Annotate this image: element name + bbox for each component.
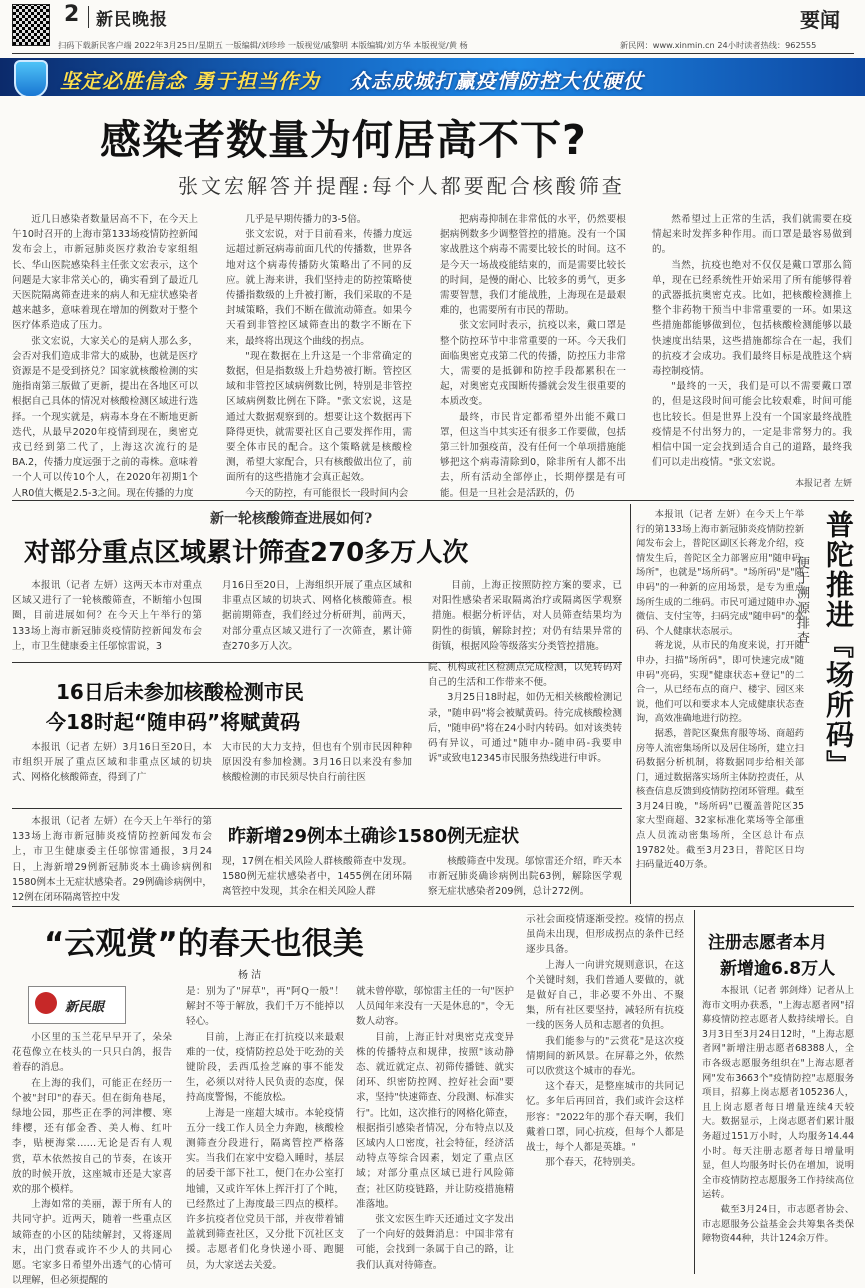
banner-slogan-part2: 众志成城打赢疫情防控大仗硬仗 [349, 69, 644, 93]
feature-paragraph: 我们能参与的"云赏花"是这次疫情期间的新风景。在屏幕之外，依然可以欣赏这个城市的春光。 [526, 1035, 684, 1078]
campaign-banner [0, 58, 865, 96]
feature-paragraph: 上海是一座超大城市。本轮疫情五分一线工作人员全力奔跑，核酸检测筛查分段进行，隔离管控严格落实。当我们在家中安稳入睡时，基层的居委干部下社工，便门在办公室打地铺，又或许军休上挥汗打了个盹，已经熬过了上海度最三四点的模样。许多抗疫者位党员干部，并夜带着铺盖就到筛查社区，又分批下沉社区支援。志愿者们化身快递小哥、跑腿员，为大家送去关爱。 [186, 1107, 344, 1271]
sidebar2-paragraph: 截至3月24日，市志愿者协会、市志愿服务公益基金会共筹集各类保障物资44种，共计124余万件。 [702, 1203, 854, 1245]
story3-paragraph: 3月25日18时起，如仍无相关核酸检测记录，"随申码"将会被赋黄码。待完成核酸检测后，"随申码"将在24小时内转码。如对该类转码有异议，可通过"随申办-随申码-我要申诉"或致电12345市民服务热线进行申诉。 [428, 692, 622, 765]
feature-paragraph: 这个春天，是整座城市的共同记忆。多年后再回首，我们或许会这样形容："2022年的那个春天啊，我们戴着口罩，同心抗疫，但每个人都是战士，每个人都是英雄。" [526, 1081, 684, 1154]
feature-headline: “云观赏”的春天也很美 [44, 926, 364, 962]
section-title: 要闻 [800, 8, 840, 32]
feature-paragraph: 上海如常的美丽，源于所有人的共同守护。近两天，随着一些重点区域筛查的小区的陆续解封，又将逐周末，出门赏春或许不少人的共同心愿。宅家多日希望外出透气的心情可以理解，但必须提醒的 [12, 1199, 172, 1287]
lead-paragraph: 张文宏同时表示，抗疫以来，戴口罩是整个防控环节中非常重要的一环。今天我们面临奥密克戎第二代的传播，防控压力非常大，需要的是抵御和防控手段都累积在一起，对奥密克戎围断传播就会发生很重要的本质改变。 [440, 320, 626, 408]
lead-paragraph: 把病毒抑制在非常低的水平，仍然要根据病例数多少调整管控的措施。没有一个国家战胜这个病毒不需要比较长的时间。这不是今天一场战疫能结束的，而是需要比较长的时间，是慢的耐心、比较多的勇气，更多需要智慧，我们才能战胜，上海现在是最艰难的，也需要所有市民的帮助。 [440, 214, 626, 317]
lead-column-1 [12, 212, 198, 499]
page-number: 2 [64, 2, 80, 27]
story2-headline: 对部分重点区域累计筛查270多万人次 [24, 538, 469, 568]
lead-paragraph: 最终，市民肯定都希望外出能不戴口罩，但这当中其实还有很多工作要做，包括第三针加强疫苗，没有任何一个单项措施能够把这个病毒清除到0，除非所有人都不出去，所有活动全部停止，长期停摆是有可能。但是一旦社会是活跃的，仍 [440, 411, 626, 499]
feature-paragraph: 目前，上海正在打抗疫以来最艰难的一仗，疫情防控总处于吃劲的关键阶段，丢西瓜捡芝麻的事不能发生，必须以对待人民负责的态度，保持高度警惕，不能放松。 [186, 1031, 344, 1104]
sidebar2-headline-line2: 新增逾6.8万人 [720, 959, 836, 979]
feature-paragraph: 就未曾停歇，邬惊雷主任的一句"医护人员闻年来没有一天是休息的"，令无数人动容。 [356, 986, 514, 1028]
lead-column-4 [652, 212, 852, 476]
story3-headline-line1: 16日后未参加核酸检测市民 [56, 680, 304, 704]
sidebar2-headline-line1: 注册志愿者本月 [708, 933, 827, 953]
lead-column-3 [440, 212, 626, 499]
story4-column-3 [428, 854, 622, 900]
sidebar2-paragraph: 本报讯（记者 郭剑烽）记者从上海市文明办获悉，"上海志愿者网"招募疫情防控志愿者人数持续增长。自3月3日至3月24日12时，"上海志愿者网"新增注册志愿者68388人，全市各级志愿服务组织在"上海志愿者网"发布3663个"疫情防控"志愿服务项目，招募上岗志愿者105236人，且上岗志愿者每日增量连续4天较大。数据显示，上岗志愿者们累计服务超过151万小时，人均服务14.44小时。每天注册志愿者每日增量明显，但人均服务时长仍在增加，说明全市疫情防控志愿服务工作持续高位运转。 [702, 985, 854, 1201]
feature-author: 杨 洁 [238, 970, 262, 981]
story2-paragraph: 目前，上海正按照防控方案的要求，已对阳性感染者采取隔离治疗或隔离医学观察措施。根据分析评估，对人员筛查结果均为阴性的街镇，解除封控；对仍有结果异常的街镇，根据风险等级落实分类管控措施。 [432, 580, 622, 652]
header-meta-right: 新民网：www.xinmin.cn 24小时读者热线：962555 [620, 40, 817, 50]
sidebar1-paragraph: 蒋龙说，从市民的角度来说，打开随申办，扫描"场所码"，即可快速完成"随申码"亮码，实现"健康状态+登记"的二合一，从已经布点的商户、楼宇、园区来说，他们可以和要求本人完成健康状态查询，高效准确地进行防控。 [636, 640, 804, 725]
feature-column-2 [186, 984, 344, 1274]
feature-paragraph: 示社会面疫情逐渐受控。疫情的拐点虽尚未出现，但形成拐点的条件已经逐步具备。 [526, 914, 684, 956]
story2-column-3 [432, 578, 622, 654]
story4-column-2 [222, 854, 412, 900]
lead-subheadline: 张文宏解答并提醒:每个人都要配合核酸筛查 [178, 174, 625, 198]
sidebar1-subtitle: 便于溯源排查 [794, 556, 809, 646]
story3-column-1 [12, 740, 212, 804]
story3-column-3 [428, 660, 622, 800]
lead-paragraph: 张文宏说，对于目前看来，传播力度远远超过新冠病毒前面几代的传播数，世界各地对这个病毒传播防火策略出了不同的反应。就上海来讲，我们坚持走的防控策略使传播指数级的上升被打断，我们采取的不是封城策略，我们不断在做流动筛查。如果今天看到非管控区域筛查出的数字不断在下来，最终将出现这个曲线的拐点。 [226, 229, 412, 347]
lead-paragraph: 张文宏说，大家关心的是病人那么多，会否对我们造成非常大的威胁，也就是医疗资源是不是受到挤兑？国家就核酸检测的实施指南第三版做了更新，提出在各地区可以根据自己具体的情况对核酸检测区域进行选择。一个现实就是，病毒本身在不断地更新迭代，从最早2020年疫情到现在，奥密克戎已经到第二代了，上海这次流行的是BA.2，传播力度远强于之前的毒株。意味着一个人可以传10个人，在2020年初期1个人R0值大概是2.5-3之间。现在传播的力度 [12, 335, 198, 499]
lead-paragraph: 今天的防控，有可能很长一段时间内会 [245, 487, 409, 499]
feature-paragraph: 那个春天，花特别美。 [545, 1157, 642, 1169]
banner-slogan-part1: 坚定必胜信念 勇于担当作为 [60, 69, 320, 93]
feature-paragraph: 小区里的玉兰花早早开了，朵朵花苞像立在枝头的一只只白鸽，报告着春的消息。 [12, 1032, 172, 1074]
feature-paragraph: 上海人一向讲究规则意识，在这个关键时刻，我们普通人要做的，就是做好自己，非必要不外出、不聚集，所有社区要坚持，减轻所有抗疫一线的医务人员和志愿者的负担。 [526, 959, 684, 1032]
lead-paragraph: "最终的一天，我们是可以不需要戴口罩的，但是这段时间可能会比较艰难，时间可能也比较长。但是世界上没有一个国家最终战胜疫情是不付出努力的，一定是非常努力的。我相信中国一定会找到适合自己的道路，最终我们可以走出疫情。"张文宏说。 [652, 381, 852, 469]
story4-paragraph: 本报讯（记者 左妍）在今天上午举行的第133场上海市新冠肺炎疫情防控新闻发布会上，市卫生健康委主任邬惊雷通报，3月24日，上海新增29例新冠肺炎本土确诊病例和1580例本土无症状感染者。29例确诊病例中，12例在闭环隔离管控中发 [12, 816, 212, 904]
feature-paragraph: 目前，上海正针对奥密克戎变异株的传播特点和规律，按照"该动静态、就近就定点、初筛传播链、就实闭环、织密防控网、控好社会面"要求，坚持"快速筛查、分段测、标准实行"。比如，这次推行的网格化筛查，根据指引感染者情况，分布特点以及区域内人口密度，社会特征，经济活动特点等综合因素，划定了重点区域；对部分重点区域已进行风险筛查；社区防疫链路，并让防疫措施精准落地。 [356, 1031, 514, 1210]
story4-headline: 昨新增29例本土确诊1580例无症状 [228, 826, 520, 847]
lead-column-2 [226, 212, 412, 499]
story4-paragraph: 核酸筛查中发现。邬惊雷还介绍，昨天本市新冠肺炎确诊病例出院63例，解除医学观察无症状感染者209例，总计272例。 [428, 856, 622, 898]
story3-paragraph: 大市民的大力支持，但也有个别市民因种种原因没有参加检测。3月16日以来没有参加核酸检测的市民须尽快自行前往医 [222, 742, 412, 784]
story2-kicker: 新一轮核酸筛查进展如何? [210, 511, 373, 527]
feature-column-4 [526, 912, 684, 1274]
lead-paragraph: 近几日感染者数量居高不下，在今天上午10时召开的上海市第133场疫情防控新闻发布会上，市新冠肺炎医疗救治专家组组长、华山医院感染科主任张文宏表示，这个问题是大家非常关心的，确实看到了最近几天医院隔离筛查进来的病人和无症状感染者越来越多，意味着现在增加的例数对于整个医疗体系造成了压力。 [12, 214, 198, 332]
sidebar1-body [636, 508, 804, 902]
header-meta-left: 扫码下载新民客户端 2022年3月25日/星期五 一版编辑/刘珍珍 一版视觉/戚黎明 本版编辑/刘方华 本版视觉/黄 杨 [58, 40, 468, 50]
lead-headline: 感染者数量为何居高不下? [100, 116, 587, 164]
sidebar1-title: 普陀推进『场所码』 [822, 510, 855, 780]
feature-column-3 [356, 984, 514, 1274]
story2-column-1 [12, 578, 202, 654]
lead-paragraph: 然希望过上正常的生活，我们就需要在疫情起来时发挥多种作用。而口罩是最容易做到的。 [652, 214, 852, 256]
feature-column-1 [12, 1030, 172, 1287]
feature-paragraph: 是：别为了"屏草"，再"阿Q一般"！解封不等于解放，我们千万不能掉以轻心。 [186, 986, 344, 1028]
feature-paragraph: 张文宏医生昨天还通过文字发出了一个向好的鼓舞消息：中国非常有可能，会找到一条属于自己的路，让我们认真对待筛查。 [356, 1214, 514, 1271]
story2-column-2 [222, 578, 412, 654]
story3-headline-line2: 今18时起“随申码”将赋黄码 [46, 710, 301, 734]
lead-paragraph: "现在数据在上升这是一个非常确定的数据，但是指数级上升趋势被打断。管控区域和非管控区域病例数比例，特别是非管控区域病例数比例在下降。"张文宏说，这是通过大数据观察到的。想要让这个数据再下降得更快，就需要社区自己要发挥作用，需要全体市民的配合。这个策略就是核酸检测，希望大家配合，只有核酸做出位了，前面所有的这些措施才会真正起效。 [226, 350, 412, 484]
story3-paragraph: 本报讯（记者 左妍）3月16日至20日，本市组织开展了重点区域和非重点区域的切块式、网格化核酸筛查，得到了广 [12, 742, 212, 784]
feature-paragraph: 在上海的我们，可能正在经历一个被"封印"的春天。但在街角巷尾，绿地公园，那些正在季的河津樱、寒绯樱，还有郁金香、美人梅、红叶李，贴梗海棠……无论是否有人观赏，草木依然按自己的节奏，在该开放的时候开放，这座城市还是大家喜欢的那个模样。 [12, 1077, 172, 1196]
shield-icon [14, 60, 48, 96]
column-badge-label: 新民眼 [65, 1000, 105, 1015]
column-badge [28, 986, 126, 1024]
story4-paragraph: 现，17例在相关风险人群核酸筛查中发现。1580例无症状感染者中，1455例在闭环隔离管控中发现，其余在相关风险人群 [222, 856, 412, 898]
eye-icon [35, 992, 57, 1014]
story4-column-1 [12, 814, 212, 904]
sidebar1-paragraph: 本报讯（记者 左妍）在今天上午举行的第133场上海市新冠肺炎疫情防控新闻发布会上，普陀区副区长蒋龙介绍，疫情发生后，普陀区全力部署应用"随申码·场所"，也就是"场所码"。"场所码"是"随申码"的一种新的应用场景，是专为重点场所生成的二维码。市民可通过随申办、微信、支付宝等，扫码完成"随申码"的亮码、个人健康状态展示。 [636, 509, 804, 637]
lead-byline: 本报记者 左妍 [795, 479, 852, 489]
paper-logo: 新民晚报 [96, 10, 168, 30]
story3-column-2 [222, 740, 412, 804]
sidebar2-body [702, 984, 854, 1274]
sidebar1-paragraph: 据悉，普陀区聚焦育服等场、商超药房等人流密集场所以及居住场所，建立扫码数据分析机制，将数据同步给相关部门，通过数据落实场所主体防控责任，从核查信息反馈到疫情防控闭环管理。截至3月24日晚，"场所码"已覆盖普陀区35家大型商超、32家标准化菜场等全部重点人员流动密集场所，全区总计布点19782处。截至3月23日，普陀区日均扫码量近40万条。 [636, 727, 804, 871]
lead-paragraph: 几乎是早期传播力的3-5倍。 [245, 214, 367, 225]
lead-paragraph: 当然，抗疫也绝对不仅仅是戴口罩那么简单，现在已经系统性开始采用了所有能够得着的武器抵抗奥密克戎。比如，把核酸检测推上整个非药物干预当中非常重要的一环。如果这些措施都能够做到位，包括核酸检测能够以最快速度出结果，这些措施都综合在一起，我们的抗疫才会成功。我们最终目标是战胜这个病毒控制疫情。 [652, 259, 852, 378]
story2-paragraph: 本报讯（记者 左妍）这两天本市对重点区域又进行了一轮核酸筛查，不断缩小包围圈，目前进展如何？在今天上午举行的第133场上海市新冠肺炎疫情防控新闻发布会上，市卫生健康委主任邬惊雷说，3 [12, 580, 202, 652]
story2-paragraph: 月16日至20日，上海组织开展了重点区域和非重点区域的切块式、网格化核酸筛查。根据前期筛查，我们经过分析研判，前两天，对部分重点区域又进行了一次筛查，累计筛查270多万人次。 [222, 580, 412, 652]
banner-slogan [60, 65, 644, 94]
qr-code-icon[interactable] [12, 4, 50, 46]
story3-paragraph: 院、机构或社区检测点完成检测，以免转码对自己的生活和工作带来不便。 [428, 662, 622, 689]
